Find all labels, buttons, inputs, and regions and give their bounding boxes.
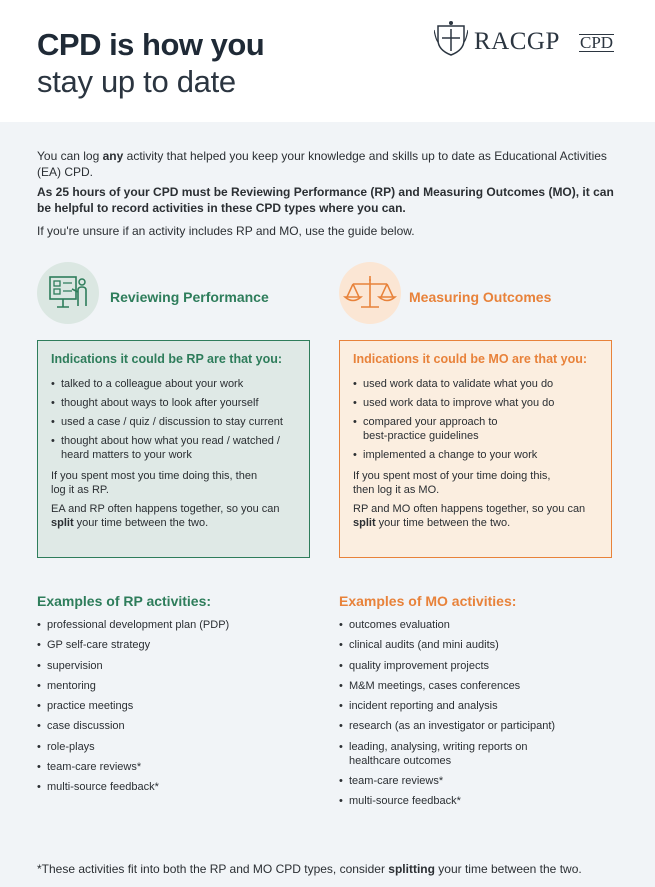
list-item: • leading, analysing, writing reports on healthcare outcomes bbox=[339, 740, 549, 768]
logo-cpd: CPD bbox=[580, 33, 614, 52]
list-item: • research (as an investigator or participant) bbox=[339, 719, 569, 733]
list-item: • multi-source feedback* bbox=[339, 794, 569, 808]
list-item: • outcomes evaluation bbox=[339, 618, 569, 632]
mo-examples-list bbox=[339, 618, 569, 815]
page-subtitle: stay up to date bbox=[37, 64, 236, 99]
mo-indications-box bbox=[339, 340, 612, 558]
list-item: • professional development plan (PDP) bbox=[37, 618, 307, 632]
intro-paragraph-1: You can log any activity that helped you keep your knowledge and skills up to date as Educational Activities (EA) CPD. bbox=[37, 149, 607, 179]
balance-scale-icon bbox=[339, 262, 401, 324]
rp-examples-title: Examples of RP activities: bbox=[37, 593, 212, 609]
rp-indications-list bbox=[51, 377, 301, 467]
list-item: • used a case / quiz / discussion to stay current bbox=[51, 415, 301, 429]
list-item: • supervision bbox=[37, 659, 307, 673]
list-item: • incident reporting and analysis bbox=[339, 699, 569, 713]
list-item: • practice meetings bbox=[37, 699, 307, 713]
mo-section-title: Measuring Outcomes bbox=[409, 289, 552, 305]
list-item: • thought about ways to look after yourself bbox=[51, 396, 301, 410]
list-item: • implemented a change to your work bbox=[353, 448, 563, 462]
mo-box-heading: Indications it could be MO are that you: bbox=[353, 352, 588, 366]
list-item: • team-care reviews* bbox=[37, 760, 307, 774]
rp-section-title: Reviewing Performance bbox=[110, 289, 269, 305]
list-item: • multi-source feedback* bbox=[37, 780, 307, 794]
rp-icon-circle bbox=[37, 262, 99, 324]
footnote: *These activities fit into both the RP and MO CPD types, consider splitting your time between the two. bbox=[37, 862, 582, 876]
rp-note-2: EA and RP often happens together, so you can split your time between the two. bbox=[51, 503, 280, 529]
mo-indications-list bbox=[353, 377, 555, 467]
rp-examples-list bbox=[37, 618, 307, 801]
list-item: • case discussion bbox=[37, 719, 307, 733]
intro-paragraph-3: If you're unsure if an activity includes RP and MO, use the guide below. bbox=[37, 224, 415, 238]
list-item: • role-plays bbox=[37, 740, 307, 754]
presentation-board-icon bbox=[37, 262, 99, 324]
intro-paragraph-2: As 25 hours of your CPD must be Reviewing Performance (RP) and Measuring Outcomes (MO), it can be helpful to record activities in these CPD types where you can. bbox=[37, 185, 614, 215]
rp-box-heading: Indications it could be RP are that you: bbox=[51, 352, 283, 366]
list-item: • quality improvement projects bbox=[339, 659, 569, 673]
list-item: • talked to a colleague about your work bbox=[51, 377, 301, 391]
list-item: • used work data to improve what you do bbox=[353, 396, 563, 410]
mo-note-1: If you spent most of your time doing this, then log it as MO. bbox=[353, 470, 551, 496]
mo-icon-circle bbox=[339, 262, 401, 324]
list-item: • used work data to validate what you do bbox=[353, 377, 563, 391]
page-header bbox=[0, 0, 655, 122]
racgp-logo bbox=[434, 20, 624, 60]
main-content bbox=[0, 122, 655, 887]
rp-note-1: If you spent most you time doing this, then log it as RP. bbox=[51, 470, 258, 496]
list-item: • mentoring bbox=[37, 679, 307, 693]
list-item: • M&M meetings, cases conferences bbox=[339, 679, 569, 693]
logo-text: RACGP bbox=[474, 28, 560, 55]
list-item: • thought about how what you read / watched / heard matters to your work bbox=[51, 434, 301, 462]
list-item: • clinical audits (and mini audits) bbox=[339, 638, 569, 652]
mo-note-2: RP and MO often happens together, so you can split your time between the two. bbox=[353, 503, 586, 529]
list-item: • GP self-care strategy bbox=[37, 638, 307, 652]
mo-examples-title: Examples of MO activities: bbox=[339, 593, 517, 609]
list-item: • compared your approach to best-practice guidelines bbox=[353, 415, 513, 443]
page-title: CPD is how you bbox=[37, 27, 265, 62]
rp-indications-box bbox=[37, 340, 310, 558]
list-item: • team-care reviews* bbox=[339, 774, 569, 788]
crest-icon bbox=[434, 20, 468, 56]
